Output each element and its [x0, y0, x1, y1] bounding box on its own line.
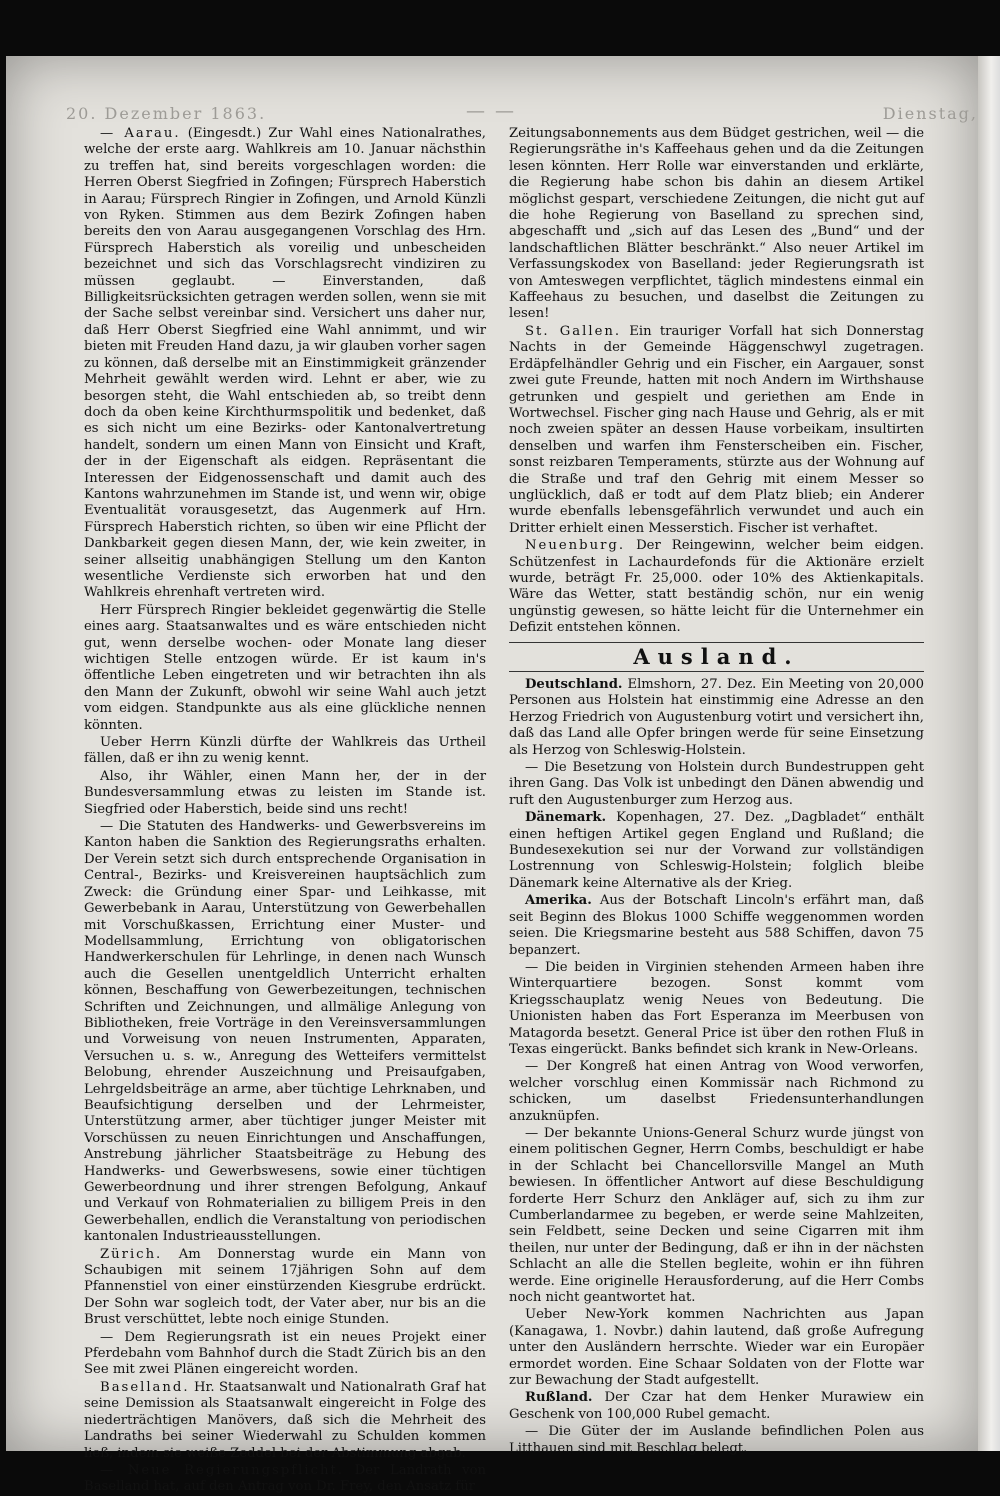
article-dateline: St. Gallen.	[525, 323, 622, 339]
article-dateline: Dänemark.	[525, 810, 607, 826]
article-paragraph	[509, 960, 924, 1058]
article-paragraph	[509, 1059, 924, 1125]
article-text: Elmshorn, 27. Dez. Ein Meeting von 20,000 Personen aus Holstein hat einstimmig eine Adresse an den Herzog Friedrich von Augustenburg votirt und versichert ihn, daß das Land alle Opfer bringen werde für seine Einsetzung als Herzog von Schleswig-Holstein.	[509, 677, 924, 758]
article-text: Ueber Herrn Künzli dürfte der Wahlkreis das Urtheil fällen, daß er ihn zu wenig kennt.	[84, 735, 486, 767]
article-dateline: — Aarau.	[100, 126, 181, 141]
page-spine-edge	[978, 56, 1000, 1451]
article-dateline: Rußland.	[525, 1390, 593, 1406]
section-rule	[509, 671, 924, 672]
article-text: Der Czar hat dem Henker Murawiew ein Geschenk von 100,000 Rubel gemacht.	[509, 1390, 924, 1422]
article-paragraph	[509, 677, 924, 759]
article-dateline: Amerika.	[525, 893, 592, 909]
article-text: — Dem Regierungsrath ist ein neues Projekt einer Pferdebahn vom Bahnhof durch die Stadt Zürich bis an den See mit zwei Plänen eingereicht worden.	[84, 1329, 486, 1378]
right-column-foreign-news	[509, 677, 924, 1457]
article-paragraph	[509, 1126, 924, 1306]
right-column	[509, 126, 924, 1456]
article-paragraph	[84, 1463, 486, 1496]
article-text: Am Donnerstag wurde ein Mann von Schaubigen mit seinem 17jährigen Sohn auf dem Pfannenstiel von einer einstürzenden Kiesgrube erdrückt. Der Sohn war sogleich todt, der Vater aber, nur bis an die Brust verschüttet, lebte noch einige Stunden.	[84, 1246, 486, 1328]
article-paragraph	[509, 126, 924, 323]
article-paragraph	[509, 1424, 924, 1457]
bleed-middle: — —	[466, 100, 517, 122]
article-dateline: Baselland.	[100, 1379, 190, 1395]
article-paragraph	[84, 769, 486, 818]
article-text: (Eingesdt.) Zur Wahl eines Nationalrathes, welche der erste aarg. Wahlkreis am 10. Januar nächsthin zu treffen hat, sind bereits vorgeschlagen worden: die Herren Oberst Siegfried in Zofingen; Fürsprech Haberstich in Aarau; Fürsprech Ringier in Zofingen, und Arnold Künzli von Ryken. Stimmen aus dem Bezirk Zofingen haben bereits den von Aarau ausgegangenen Vorschlag des Hrn. Fürsprech Haberstich als voreilig und unbescheiden bezeichnet und sich das Vorschlagsrecht vindiziren zu müssen geglaubt. — Einverstanden, daß Billigkeitsrücksichten getragen werden sollen, wenn sie mit der Sache selbst vereinbar sind. Versichert uns daher nur, daß Herr Oberst Siegfried eine Wahl annimmt, und wir bieten mit Freuden Hand dazu, ja wir glauben vorher sagen zu können, daß derselbe mit an Einstimmigkeit gränzender Mehrheit gewählt werden wird. Lehnt er aber, wie zu besorgen steht, die Wahl entschieden ab, so treibt denn doch da oben keine Kirchthurmspolitik und bedenket, daß es sich nicht um eine Bezirks- oder Kantonalvertretung handelt, sondern um einen Mann von Einsicht und Kraft, der in der Eigenschaft als eidgen. Repräsentant die Interessen der Eidgenossenschaft und damit auch des Kantons wahrzunehmen im Stande ist, und wenn wir, obige Eventualität vorausgesetzt, das Augenmerk auf Hrn. Fürsprech Haberstich richten, so üben wir eine Pflicht der Dankbarkeit gegen diesen Mann, der, wie kein zweiter, in seiner allseitig unabhängigen Stellung um den Kanton wesentliche Verdienste sich erworben hat und den Wahlkreis ehrenhaft vertreten wird.	[84, 126, 486, 601]
section-rule	[509, 642, 924, 643]
left-column	[84, 126, 487, 1495]
article-paragraph	[509, 760, 924, 809]
article-paragraph	[509, 1390, 924, 1423]
article-text: Kopenhagen, 27. Dez. „Dagbladet“ enthält einen heftigen Artikel gegen England und Rußland; die Bundesexekution sei nur der Vorwand zur vollständigen Lostrennung von Schleswig-Holstein; folglich bleibe Dänemark keine Alternative als der Krieg.	[509, 810, 924, 891]
article-paragraph	[84, 1247, 486, 1329]
article-paragraph	[84, 819, 486, 1246]
article-text: Herr Fürsprech Ringier bekleidet gegenwärtig die Stelle eines aarg. Staatsanwaltes und es wäre entschieden nicht gut, wenn derselbe wochen- oder Monate lang dieser wichtigen Stelle entzogen würde. Er ist kaum in's öffentliche Leben eingetreten und wir betrachten ihn als den Mann der Zukunft, obwohl wir seine Wahl auch jetzt vom eidgen. Standpunkte aus als eine glückliche nennen könnten.	[84, 602, 486, 733]
article-text: Hr. Staatsanwalt und Nationalrath Graf hat seine Demission als Staatsanwalt eingereicht in Folge des niederträchtigen Manövers, daß sich die Mehrheit des Landraths bei seiner Wiederwahl zu Schulden kommen ließ, indem sie weiße Zeddel bei der Abstimmung abgab.	[84, 1379, 486, 1461]
article-text: — Der bekannte Unions-General Schurz wurde jüngst von einem politischen Gegner, Herrn Combs, beschuldigt er habe in der Schlacht bei Chancellorsville Mangel an Muth bewiesen. In öffentlicher Antwort auf diese Beschuldigung forderte Herr Schurz den Ankläger auf, sich zu ihm zur Cumberlandarmee zu begeben, er werde seine Mahlzeiten, sein Feldbett, seine Decken und seine Cigarren mit ihm theilen, nur unter der Bedingung, daß er ihn in der nächsten Schlacht an alle die Stellen begleite, wohin er ihn führen werde. Eine originelle Herausforderung, auf die Herr Combs noch nicht geantwortet hat.	[509, 1125, 924, 1306]
article-paragraph	[509, 538, 924, 636]
article-paragraph	[84, 735, 486, 768]
article-text: Zeitungsabonnements aus dem Büdget gestrichen, weil — die Regierungsräthe in's Kaffeehaus gehen und da die Zeitungen lesen könnten. Herr Rolle war einverstanden und erklärte, die Regierung habe schon bis dahin an diesem Artikel möglichst gespart, verschiedene Zeitungen, die nicht gut auf die hohe Regierung von Baselland zu sprechen sind, abgeschafft und „sich auf das Lesen des „Bund“ und der landschaftlichen Blätter beschränkt.“ Also neuer Artikel im Verfassungskodex von Baselland: jeder Regierungsrath ist von Amteswegen verpflichtet, täglich mindestens einmal ein Kaffeehaus zu besuchen, und daselbst die Zeitungen zu lesen!	[509, 126, 924, 322]
article-dateline: Neuenburg.	[525, 538, 626, 554]
article-text: — Die beiden in Virginien stehenden Armeen haben ihre Winterquartiere bezogen. Sonst kommt vom Kriegsschauplatz wenig Neues von Bedeutung. Die Unionisten haben das Fort Esperanza im Meerbusen von Matagorda besetzt. General Price ist über den rothen Fluß in Texas eingerückt. Banks befindet sich krank in New-Orleans.	[509, 959, 924, 1057]
article-paragraph	[509, 810, 924, 892]
article-text: Aus der Botschaft Lincoln's erfährt man, daß seit Beginn des Blokus 1000 Schiffe weggenommen worden seien. Die Kriegsmarine besteht aus 588 Schiffen, davon 75 bepanzert.	[509, 893, 924, 958]
section-heading-ausland: Ausland.	[633, 643, 800, 669]
bleed-left: 20. Dezember 1863.	[66, 104, 267, 123]
newspaper-page	[6, 56, 978, 1495]
article-dateline: Zürich.	[100, 1246, 163, 1262]
article-paragraph	[509, 893, 924, 959]
article-paragraph	[84, 1330, 486, 1379]
article-paragraph	[84, 1380, 486, 1462]
article-text: Der Reingewinn, welcher beim eidgen. Schützenfest in Lachaurdefonds für die Aktionäre erzielt wurde, beträgt Fr. 25,000. oder 10% des Aktienkapitals. Wäre das Wetter, statt beständig schön, nur ein wenig ungünstig gewesen, so hätte leicht für die Unternehmer ein Defizit entstehen können.	[509, 538, 924, 636]
article-text: — Die Besetzung von Holstein durch Bundestruppen geht ihren Gang. Das Volk ist unbedingt den Dänen abwendig und ruft den Augustenburger zum Herzog aus.	[509, 760, 924, 808]
article-dateline: — Neue Regierungspflicht.	[100, 1462, 344, 1478]
article-text: — Die Güter der im Auslande befindlichen Polen aus Litthauen sind mit Beschlag belegt.	[509, 1424, 924, 1456]
article-dateline: Deutschland.	[525, 677, 623, 692]
right-column-swiss-news	[509, 126, 924, 637]
article-text: — Die Statuten des Handwerks- und Gewerbsvereins im Kanton haben die Sanktion des Regierungsraths erhalten. Der Verein setzt sich durch entsprechende Organisation in Central-, Bezirks- und Kreisvereinen hauptsächlich zum Zweck: die Gründung einer Spar- und Leihkasse, mit Gewerbebank in Aarau, Unterstützung von Gewerbehallen mit Vorschußkassen, Errichtung einer Muster- und Modellsammlung, Errichtung von obligatorischen Handwerkerschulen für Lehrlinge, in denen nach Wunsch auch die Gesellen unentgeldlich Unterricht erhalten können, Beschaffung von Gewerbezeitungen, technischen Schriften und Zeichnungen, und allmälige Anlegung von Bibliotheken, freie Vorträge in den Vereinsversammlungen und Vorweisung von neuen Instrumenten, Apparaten, Versuchen u. s. w., Anregung des Wetteifers vermittelst Belobung, ehrender Auszeichnung und Preisaufgaben, Lehrgeldsbeiträge an arme, aber tüchtige Lehrknaben, und Beaufsichtigung derselben und der Lehrmeister, Unterstützung armer, aber tüchtiger junger Meister mit Vorschüssen zu neuen Einrichtungen und Anschaffungen, Anstrebung jährlicher Staatsbeiträge zu Hebung des Handwerks- und Gewerbswesens, sowie einer tüchtigen Gewerbeordnung und ihrer strengen Befolgung, Ankauf und Verkauf von Rohmaterialien zu billigem Preis in den Gewerbehallen, endlich die Veranstaltung von periodischen kantonalen Industrieausstellungen.	[84, 819, 486, 1245]
article-paragraph	[509, 324, 924, 537]
article-paragraph	[509, 1307, 924, 1389]
article-text: Der Landrath von Baselland hat, auf den Antrag von Dr. Frey, den Ansatz für	[84, 1462, 487, 1495]
bleed-right: Dienstag,	[882, 104, 978, 123]
bleed-through-header	[6, 60, 978, 123]
article-paragraph	[84, 126, 486, 602]
article-text: Also, ihr Wähler, einen Mann her, der in der Bundesversammlung etwas zu leisten im Stande ist. Siegfried oder Haberstich, beide sind uns recht!	[84, 768, 486, 817]
article-paragraph	[84, 603, 486, 734]
article-text: Ein trauriger Vorfall hat sich Donnerstag Nachts in der Gemeinde Häggenschwyl zugetragen. Erdäpfelhändler Gehrig und ein Fischer, ein Aargauer, sonst zwei gute Freunde, hatten mit noch Andern im Wirthshause getrunken und gespielt und geriethen am Ende in Wortwechsel. Fischer ging nach Hause und Gehrig, als er mit noch zweien später an dessen Hause vorbeikam, insultirten denselben und warfen ihm Fensterscheiben ein. Fischer, sonst reizbaren Temperaments, stürzte aus der Wohnung auf die Straße und traf den Gehrig mit einem Messer so unglücklich, daß er todt auf dem Platz blieb; ein Anderer wurde ebenfalls lebensgefährlich verwundet und auch ein Dritter erhielt einen Messerstich. Fischer ist verhaftet.	[509, 323, 924, 536]
article-text: Ueber New-York kommen Nachrichten aus Japan (Kanagawa, 1. Novbr.) dahin lautend, daß große Aufregung unter den Ausländern herrschte. Wieder war ein Europäer ermordet worden. Eine Schaar Soldaten von der Flotte war zur Bewachung der Stadt aufgestellt.	[509, 1307, 924, 1389]
article-text: — Der Kongreß hat einen Antrag von Wood verworfen, welcher vorschlug einen Kommissär nach Richmond zu schicken, um daselbst Friedensunterhandlungen anzuknüpfen.	[509, 1059, 924, 1124]
